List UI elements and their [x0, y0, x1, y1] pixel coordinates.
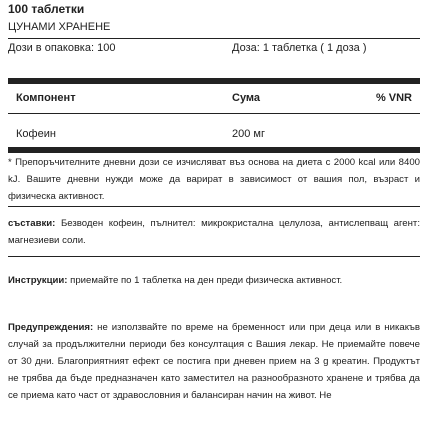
- doses-per-pack: Дози в опаковка: 100: [8, 42, 116, 54]
- divider: [8, 256, 420, 257]
- warnings-label: Предупреждения:: [8, 322, 94, 333]
- column-header-component: Компонент: [16, 92, 76, 104]
- instructions-text: приемайте по 1 таблетка на ден преди физическа активност.: [67, 275, 343, 286]
- package-title: 100 таблетки: [8, 2, 85, 16]
- footnote: * Препоръчителните дневни дози се изчисляват въз основа на диета с 2000 kcal или 8400 kJ. Вашите дневни нужди може да варират в зависимост от вашия пол, възраст и физическа активност.: [8, 157, 420, 202]
- instructions-section: [8, 272, 420, 289]
- table-row-amount: 200 мг: [232, 128, 265, 140]
- instructions-label: Инструкции:: [8, 275, 68, 286]
- divider: [8, 38, 420, 39]
- warnings-text: не използвайте по време на бременност или при деца или в никакъв случай за продължителни периоди без консултация с Вашия лекар. Не приемайте повече от 30 дни. Благоприятният ефект се постига при дневен прием на 3 g креатин. Продуктът не трябва да бъде предназначен като заместител на разнообразното хранене и трябва да се приема като част от здравословния и балансиран начин на живот. Не: [8, 322, 420, 401]
- column-header-amount: Сума: [232, 92, 261, 104]
- divider-thick: [8, 147, 420, 153]
- divider: [8, 206, 420, 207]
- divider: [8, 113, 420, 114]
- serving-size: Доза: 1 таблетка ( 1 доза ): [232, 42, 367, 54]
- ingredients-section: [8, 215, 420, 249]
- brand-name: ЦУНАМИ ХРАНЕНЕ: [8, 21, 111, 33]
- ingredients-label: съставки:: [8, 218, 56, 229]
- divider-thick: [8, 78, 420, 84]
- column-header-vnr: % VNR: [375, 92, 412, 104]
- table-row-component: Кофеин: [16, 128, 56, 140]
- ingredients-text: Безводен кофеин, пълнител: микрокристална целулоза, антислепващ агент: магнезиеви соли.: [8, 218, 420, 246]
- warnings-section: [8, 319, 420, 404]
